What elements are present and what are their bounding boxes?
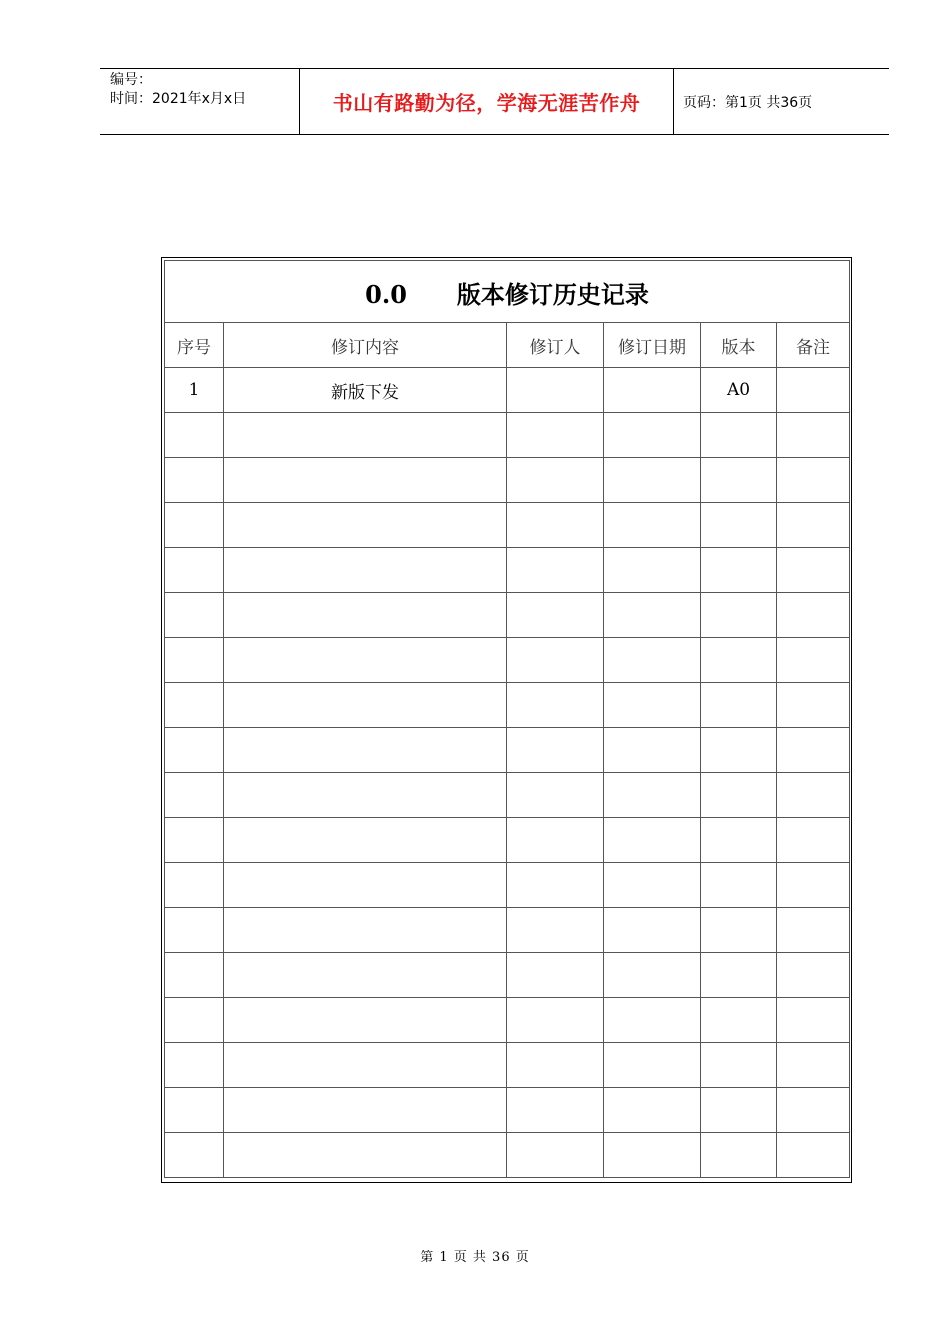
- cell-version: [701, 548, 777, 593]
- cell-remarks: [777, 908, 850, 953]
- cell-remarks: [777, 998, 850, 1043]
- cell-version: [701, 773, 777, 818]
- column-header-date: 修订日期: [604, 323, 701, 368]
- cell-content: [224, 953, 507, 998]
- table-row: [165, 593, 850, 638]
- table-row: [165, 368, 850, 413]
- cell-content: [224, 818, 507, 863]
- cell-date: [604, 548, 701, 593]
- cell-reviser: [507, 908, 604, 953]
- column-header-version: 版本: [701, 323, 777, 368]
- table-row: [165, 728, 850, 773]
- cell-seq: [165, 908, 224, 953]
- cell-reviser: [507, 728, 604, 773]
- cell-reviser: [507, 683, 604, 728]
- table-title-row: [165, 261, 850, 323]
- cell-remarks: [777, 503, 850, 548]
- cell-version: [701, 503, 777, 548]
- cell-version: [701, 1043, 777, 1088]
- cell-version: A0: [701, 368, 777, 413]
- cell-date: [604, 458, 701, 503]
- cell-remarks: [777, 818, 850, 863]
- cell-seq: [165, 728, 224, 773]
- cell-reviser: [507, 503, 604, 548]
- cell-seq: [165, 863, 224, 908]
- table-title-number: 0.0: [365, 280, 407, 309]
- cell-seq: [165, 1088, 224, 1133]
- cell-reviser: [507, 1043, 604, 1088]
- cell-content: [224, 728, 507, 773]
- cell-remarks: [777, 458, 850, 503]
- cell-remarks: [777, 1088, 850, 1133]
- table-row: [165, 953, 850, 998]
- cell-date: [604, 368, 701, 413]
- cell-reviser: [507, 1088, 604, 1133]
- cell-date: [604, 638, 701, 683]
- cell-content: [224, 638, 507, 683]
- cell-reviser: [507, 953, 604, 998]
- cell-reviser: [507, 458, 604, 503]
- cell-version: [701, 683, 777, 728]
- cell-content: [224, 1088, 507, 1133]
- cell-date: [604, 953, 701, 998]
- column-header-remarks: 备注: [777, 323, 850, 368]
- table-row: [165, 818, 850, 863]
- cell-content: [224, 773, 507, 818]
- cell-content: [224, 998, 507, 1043]
- page-header: [100, 68, 889, 135]
- column-header-content: 修订内容: [224, 323, 507, 368]
- cell-remarks: [777, 548, 850, 593]
- table-row: [165, 413, 850, 458]
- cell-remarks: [777, 1043, 850, 1088]
- cell-content: [224, 548, 507, 593]
- cell-seq: [165, 773, 224, 818]
- cell-seq: 1: [165, 368, 224, 413]
- cell-remarks: [777, 953, 850, 998]
- cell-content: [224, 683, 507, 728]
- cell-seq: [165, 953, 224, 998]
- table-row: [165, 908, 850, 953]
- cell-seq: [165, 818, 224, 863]
- table-header-row: [165, 323, 850, 368]
- page-footer: 第 1 页 共 36 页: [420, 1250, 530, 1265]
- cell-date: [604, 863, 701, 908]
- cell-remarks: [777, 593, 850, 638]
- document-time-label: 时间：2021年x月x日: [110, 91, 247, 107]
- cell-content: [224, 1133, 507, 1178]
- cell-content: [224, 503, 507, 548]
- cell-seq: [165, 548, 224, 593]
- table-row: [165, 683, 850, 728]
- cell-seq: [165, 593, 224, 638]
- cell-remarks: [777, 413, 850, 458]
- cell-date: [604, 503, 701, 548]
- cell-version: [701, 593, 777, 638]
- cell-date: [604, 908, 701, 953]
- cell-reviser: [507, 593, 604, 638]
- cell-content: [224, 1043, 507, 1088]
- cell-seq: [165, 413, 224, 458]
- cell-version: [701, 818, 777, 863]
- table-row: [165, 773, 850, 818]
- table-row: [165, 638, 850, 683]
- cell-date: [604, 728, 701, 773]
- revision-table-frame: [161, 257, 852, 1183]
- cell-date: [604, 1088, 701, 1133]
- cell-reviser: [507, 413, 604, 458]
- cell-remarks: [777, 683, 850, 728]
- document-number-label: 编号：: [110, 72, 152, 88]
- cell-version: [701, 953, 777, 998]
- cell-version: [701, 638, 777, 683]
- cell-reviser: [507, 638, 604, 683]
- cell-remarks: [777, 638, 850, 683]
- cell-version: [701, 413, 777, 458]
- cell-seq: [165, 998, 224, 1043]
- table-row: [165, 998, 850, 1043]
- cell-seq: [165, 1133, 224, 1178]
- table-row: [165, 458, 850, 503]
- table-row: [165, 1088, 850, 1133]
- cell-reviser: [507, 548, 604, 593]
- cell-content: [224, 863, 507, 908]
- header-page-info: 页码：第1页 共36页: [683, 94, 813, 111]
- table-row: [165, 503, 850, 548]
- cell-content: 新版下发: [224, 368, 507, 413]
- table-title-text: 版本修订历史记录: [456, 280, 649, 309]
- cell-date: [604, 773, 701, 818]
- cell-seq: [165, 503, 224, 548]
- cell-content: [224, 593, 507, 638]
- cell-date: [604, 998, 701, 1043]
- table-title: [165, 261, 850, 323]
- cell-reviser: [507, 863, 604, 908]
- cell-reviser: [507, 998, 604, 1043]
- cell-version: [701, 458, 777, 503]
- cell-content: [224, 908, 507, 953]
- cell-content: [224, 458, 507, 503]
- cell-reviser: [507, 818, 604, 863]
- table-row: [165, 863, 850, 908]
- revision-history-table: [164, 260, 850, 1178]
- cell-date: [604, 1043, 701, 1088]
- cell-reviser: [507, 773, 604, 818]
- cell-date: [604, 1133, 701, 1178]
- cell-remarks: [777, 863, 850, 908]
- cell-seq: [165, 1043, 224, 1088]
- cell-version: [701, 728, 777, 773]
- cell-seq: [165, 458, 224, 503]
- cell-date: [604, 593, 701, 638]
- cell-version: [701, 1088, 777, 1133]
- cell-date: [604, 683, 701, 728]
- table-row: [165, 1043, 850, 1088]
- cell-seq: [165, 638, 224, 683]
- cell-version: [701, 908, 777, 953]
- cell-version: [701, 998, 777, 1043]
- cell-remarks: [777, 368, 850, 413]
- cell-reviser: [507, 368, 604, 413]
- cell-version: [701, 863, 777, 908]
- cell-remarks: [777, 1133, 850, 1178]
- cell-date: [604, 818, 701, 863]
- cell-remarks: [777, 728, 850, 773]
- table-row: [165, 1133, 850, 1178]
- cell-remarks: [777, 773, 850, 818]
- header-motto: 书山有路勤为径，学海无涯苦作舟: [300, 69, 674, 134]
- cell-content: [224, 413, 507, 458]
- cell-reviser: [507, 1133, 604, 1178]
- cell-seq: [165, 683, 224, 728]
- column-header-reviser: 修订人: [507, 323, 604, 368]
- cell-date: [604, 413, 701, 458]
- column-header-seq: 序号: [165, 323, 224, 368]
- cell-version: [701, 1133, 777, 1178]
- table-row: [165, 548, 850, 593]
- header-meta: [100, 69, 300, 134]
